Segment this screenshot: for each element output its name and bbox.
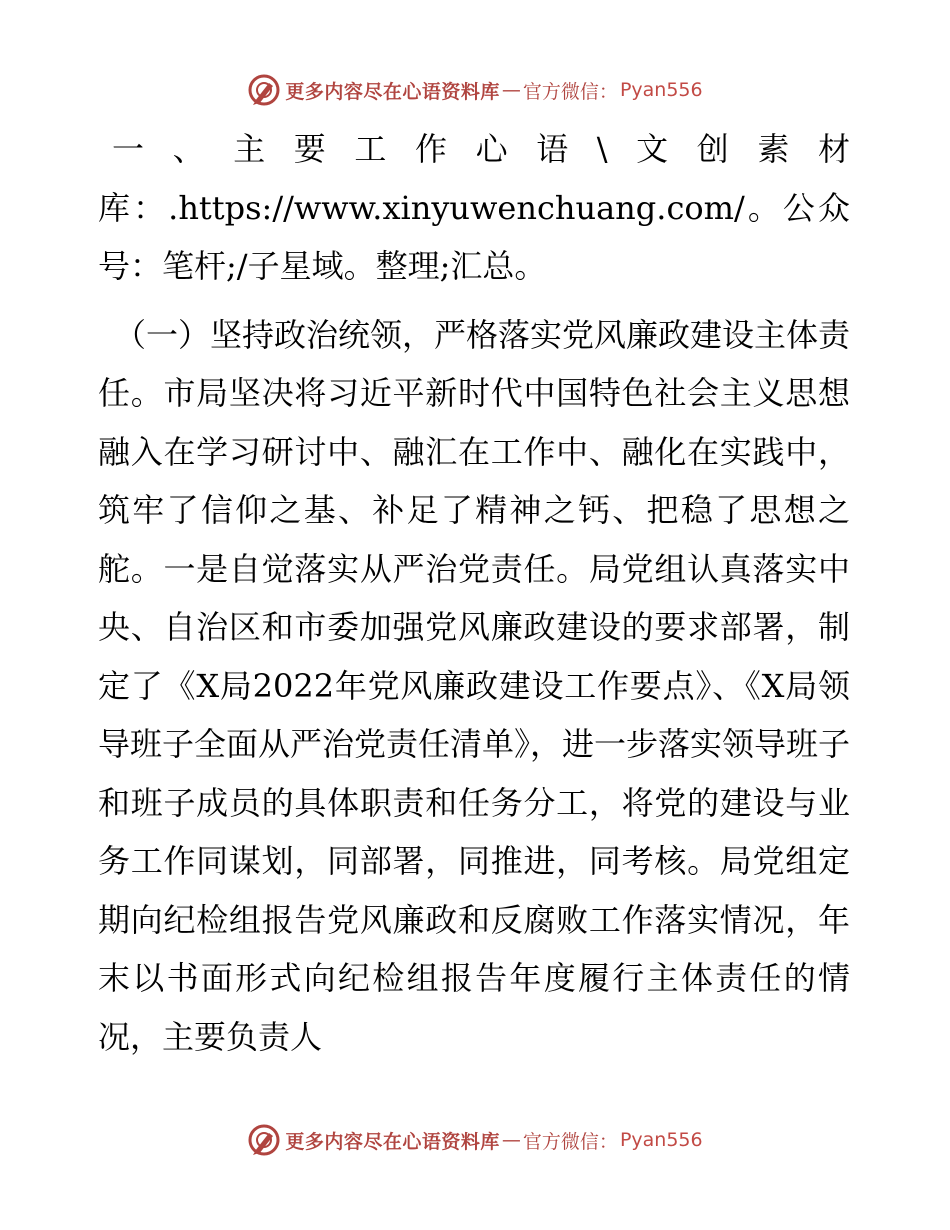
watermark-official-label: 官方微信： (522, 80, 618, 103)
watermark-separator: — (501, 1129, 521, 1151)
footer-watermark (0, 1122, 950, 1158)
pen-logo-icon (247, 1123, 281, 1157)
watermark-wechat-id: Pyan556 (619, 79, 703, 101)
paragraph-body: （一）坚持政治统领，严格落实党风廉政建设主体责任。市局坚决将习近平新时代中国特色社会主义思想融入在学习研讨中、融汇在工作中、融化在实践中，筑牢了信仰之基、补足了精神之钙、把稳了思想之舵。一是自觉落实从严治党责任。局党组认真落实中央、自治区和市委加强党风廉政建设的要求部署，制定了《X局2022年党风廉政建设工作要点》、《X局领导班子全面从严治党责任清单》，进一步落实领导班子和班子成员的具体职责和任务分工，将党的建设与业务工作同谋划，同部署，同推进，同考核。局党组定期向纪检组报告党风廉政和反腐败工作落实情况，年末以书面形式向纪检组报告年度履行主体责任的情况，主要负责人 (98, 315, 851, 1056)
document-body (98, 120, 850, 1066)
watermark-text: 更多内容尽在心语资料库 (285, 1130, 500, 1153)
pen-logo-icon (247, 73, 281, 107)
watermark-wechat-id: Pyan556 (619, 1129, 703, 1151)
watermark-separator: — (501, 79, 521, 101)
watermark-official-label: 官方微信： (522, 1130, 618, 1153)
header-watermark (0, 72, 950, 108)
watermark-text: 更多内容尽在心语资料库 (285, 80, 500, 103)
paragraph-heading: 一、主要工作心语\文创素材库：.https://www.xinyuwenchuang.com/。公众号：笔杆;/子星域。整理;汇总。 (98, 130, 850, 285)
